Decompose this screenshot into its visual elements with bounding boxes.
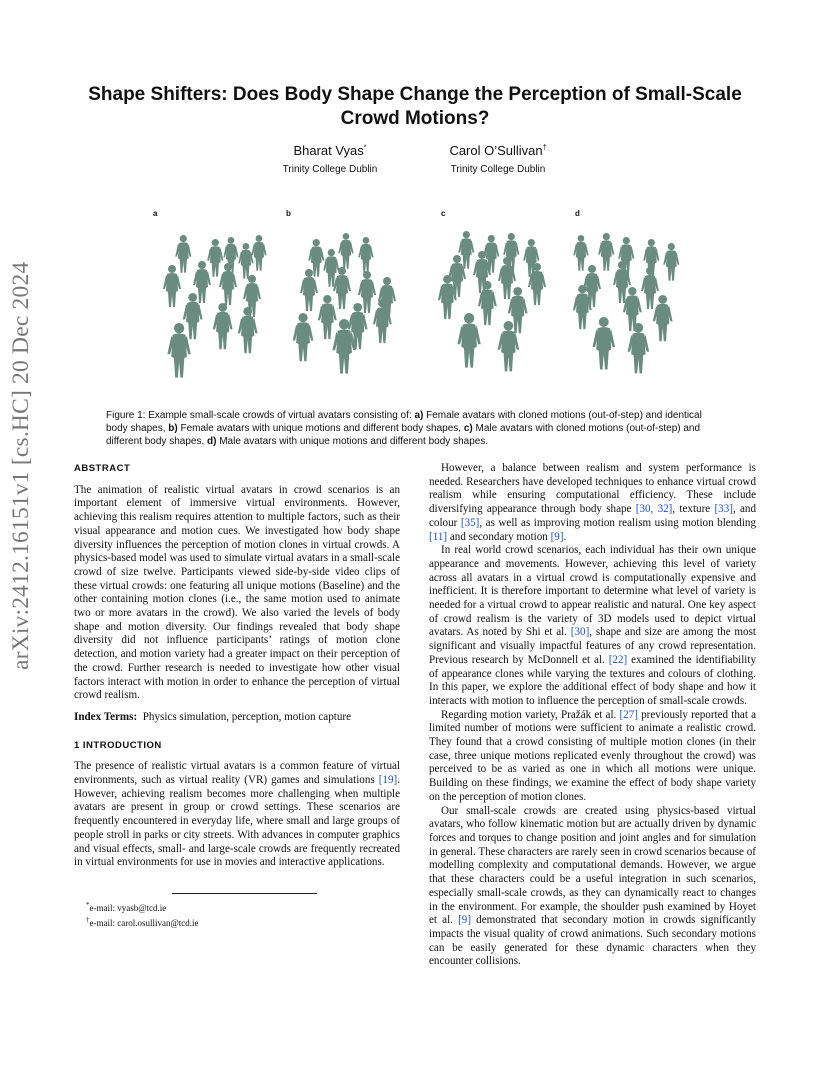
footnote-1 [86, 899, 386, 914]
citation-link[interactable]: [9] [550, 530, 564, 543]
abstract-heading: ABSTRACT [74, 463, 131, 474]
right-paragraph-1 [429, 462, 756, 544]
avatar [167, 323, 190, 378]
abstract-text: The animation of realistic virtual avatars in crowd scenarios is an important element of immersive virtual environments. However, achieving this realism requires attention to multiple factors, such as their visual appearance and motion cues. We investigated how body shape diversity influences the perception of motion clones in virtual crowds. A physics-based model was used to simulate virtual avatars in a small-scale crowd of size twelve. Participants viewed side-by-side video clips of these virtual crowds: one featuring all unique motions (Baseline) and the other containing motion clones (i.e., the same motion used to animate two or more avatars in the crowd). We also varied the levels of body shape and motion diversity. Our findings revealed that body shape diversity did not influence participants’ ratings of motion clone detection, and motion variety had a greater impact on their perception of the crowd. Further research is needed to investigate how other visual factors interact with motion in order to enhance the perception of virtual crowd realism. [74, 483, 400, 702]
caption-a-label: a) [414, 410, 424, 421]
citation-link[interactable]: [22] [608, 653, 628, 666]
caption-prefix: Figure 1: Example small-scale crowds of virtual avatars consisting of: [106, 410, 415, 421]
caption-c-text: Male avatars with cloned motions (out-of-step) and different body shapes, [106, 423, 701, 447]
index-terms-label: Index Terms: [74, 710, 138, 723]
avatar [333, 267, 351, 309]
panel-label-c: c [441, 209, 446, 218]
citation-link[interactable]: [19] [378, 774, 398, 787]
caption-a-text: Female avatars with cloned motions (out-of-step) and identical body shapes, [106, 410, 702, 434]
paragraph-text: , texture [672, 503, 715, 516]
intro-p1-text-a: The presence of realistic virtual avatars is a common feature of virtual environments, such as virtual reality (VR) games and simulations [74, 760, 400, 787]
paragraph-text: previously reported that a limited number of motions were sufficient to animate a realistic crowd. They found that a crowd consisting of multiple motion clones (in their case, three unique motions replicated evenly throughout the crowd) was perceived to be as varied as one in which all motions were unique. Building on these findings, we examine the effect of body shape variety on the perception of motion clones. [429, 708, 756, 803]
paragraph-text: Our small-scale crowds are created using physics-based virtual avatars, who follow kinematic motion but are actually driven by dynamic forces and torques to change position and joint angles and for simulation in general. These characters are rarely seen in crowd scenarios because of modelling complexity and computational demands. However, we argue that these characters could be a useful integration in such scenarios, especially small-scale crowds, as they can dynamically react to changes in the environment. For example, the shoulder push examined by Hoyet et al. [429, 804, 756, 927]
caption-b-text: Female avatars with unique motions and different body shapes, [177, 423, 464, 434]
avatar [251, 235, 266, 271]
index-terms [74, 711, 400, 725]
footnote-2 [86, 914, 386, 929]
avatar [207, 239, 223, 277]
author-2-affiliation: Trinity College Dublin [450, 164, 546, 175]
paragraph-text: and secondary motion [447, 530, 551, 543]
paragraph-text: , shape and size are among the most significant and visually impactful features of any crowd representation. Previous research by McDonnell et al. [429, 626, 756, 666]
author-2-name: Carol O’Sullivan [449, 143, 543, 158]
author-2 [418, 143, 578, 175]
citation-link[interactable]: [33] [714, 503, 733, 516]
paragraph-text: , and colour [429, 503, 756, 529]
intro-heading: 1 INTRODUCTION [74, 739, 162, 751]
citation-link[interactable]: [35] [460, 516, 480, 529]
footnotes [86, 899, 386, 929]
avatar [663, 243, 679, 281]
avatar [573, 235, 588, 271]
avatar [213, 303, 233, 349]
figure-caption [106, 409, 726, 448]
avatar [593, 317, 616, 370]
panel-label-b: b [286, 209, 291, 218]
author-1-affiliation: Trinity College Dublin [282, 164, 378, 175]
caption-d-label: d) [207, 436, 217, 447]
avatar [641, 267, 659, 309]
author-2-mark: † [542, 144, 547, 152]
right-paragraph-2 [429, 544, 756, 708]
right-column [429, 462, 756, 969]
intro-p1-text-b: . However, achieving realism becomes more challenging when multiple avatars are present in group or crowd settings. These scenarios are frequently encountered in everyday life, where small and large groups of people stroll in parks or city streets. With advances in computer graphics and visual effects, small- and large-scale crowds are frequently recreated in virtual environments for use in movies and interactive applications. [74, 774, 400, 869]
avatar [219, 263, 237, 305]
right-paragraph-4 [429, 805, 756, 969]
avatar [338, 233, 353, 269]
footnote-1-text: e-mail: vyasb@tcd.ie [89, 903, 167, 913]
avatar [598, 233, 614, 271]
avatar [653, 295, 673, 341]
avatar [163, 265, 181, 307]
left-column [74, 462, 400, 870]
avatar [457, 313, 480, 368]
paragraph-text: , as well as improving motion realism using motion blending [479, 516, 756, 529]
citation-link[interactable]: [11] [429, 530, 448, 543]
paragraph-text: . [563, 530, 567, 543]
avatar [318, 295, 337, 339]
figure-1 [135, 205, 705, 390]
paper-title: Shape Shifters: Does Body Shape Change the Perception of Small-Scale Crowd Motions? [88, 84, 742, 129]
footnote-rule [172, 893, 317, 894]
paragraph-text: examined the identifiability of appearance clones while varying the textures and colours of clothing. In this paper, we explore the additional effect of body shape and how it interacts with motion to influence the perception of small-scale crowds. [429, 653, 757, 707]
right-paragraph-3 [429, 709, 756, 805]
caption-b-label: b) [168, 423, 178, 434]
author-1-name: Bharat Vyas [293, 143, 364, 158]
paragraph-text: However, a balance between realism and system performance is needed. Researchers have developed techniques to enhance virtual crowd realism while ensuring computational efficiency. These include diversifying appearance through body shape [429, 462, 756, 516]
caption-c-label: c) [463, 423, 473, 434]
caption-d-text: Male avatars with unique motions and different body shapes. [216, 436, 489, 447]
avatar [358, 237, 373, 273]
panel-label-d: d [575, 209, 580, 218]
citation-link[interactable]: [9] [458, 914, 472, 927]
paragraph-text: Regarding motion variety, Pražák et al. [441, 708, 620, 721]
citation-link[interactable]: [30, 32] [635, 503, 673, 516]
footnote-2-text: e-mail: carol.osullivan@tcd.ie [89, 918, 199, 928]
footnote-2-mark: † [86, 916, 90, 924]
panel-label-a: a [153, 209, 158, 218]
citation-link[interactable]: [27] [619, 708, 638, 721]
author-1-mark: * [363, 144, 367, 152]
avatar [238, 243, 253, 279]
arxiv-stamp: arXiv:2412.16151v1 [cs.HC] 20 Dec 2024 [8, 261, 34, 670]
intro-paragraph-1 [74, 760, 400, 870]
citation-link[interactable]: [30] [570, 626, 590, 639]
avatar [175, 235, 191, 273]
footnote-1-mark: * [86, 901, 90, 909]
paragraph-text: In real world crowd scenarios, each individual has their own unique appearance and movements. However, achieving this level of variety across all avatars in a virtual crowd is computationally expensive and inefficient. It is therefore important to determine what level of variety is needed for a virtual crowd to appear realistic and natural. One key aspect of crowd realism is the variety of 3D models used to depict virtual avatars. As noted by Shi et al. [429, 544, 756, 639]
crowd-figure-svg [135, 205, 705, 390]
index-terms-text: Physics simulation, perception, motion capture [142, 710, 352, 723]
paragraph-text: demonstrated that secondary motion in crowds significantly impacts the visual quality of crowd animations. Such secondary motions can be easily generated for these dynamic characters when they encounter collisions. [429, 914, 756, 968]
avatar [293, 313, 314, 361]
author-1 [250, 143, 410, 175]
avatar [458, 231, 474, 269]
